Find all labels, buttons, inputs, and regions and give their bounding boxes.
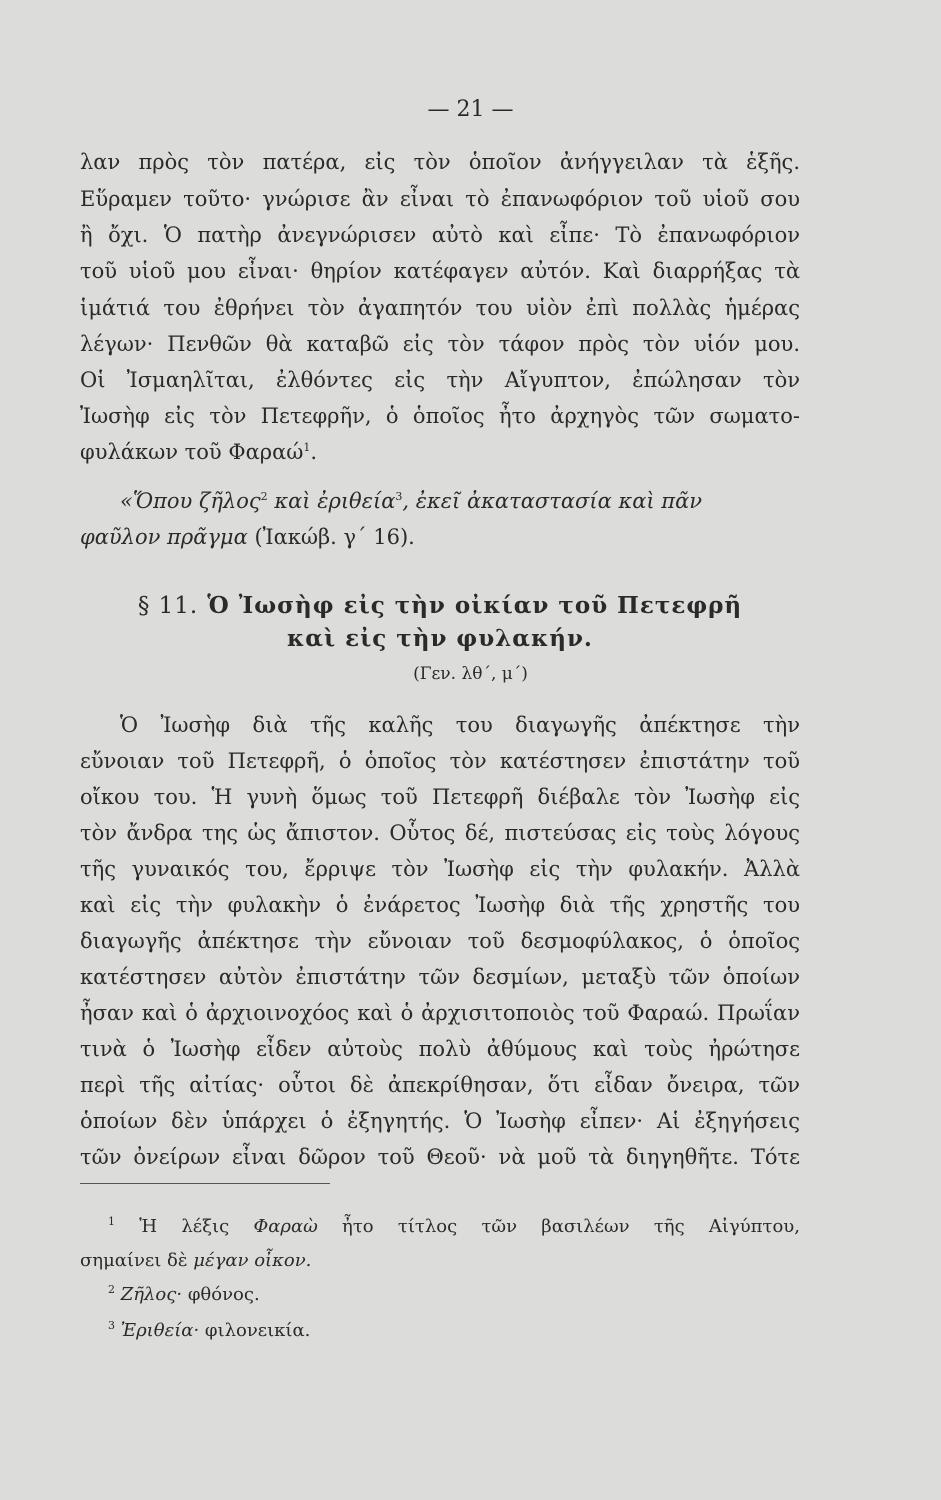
section-heading	[80, 590, 800, 622]
quote-line	[80, 522, 800, 552]
text-line: τοῦ υἱοῦ μου εἶναι· θηρίον κατέφαγεν αὐτόν. Καὶ διαρρήξας τὰ	[80, 259, 800, 283]
footnote-1-cont	[80, 1246, 800, 1276]
quote-line	[120, 486, 800, 516]
footnote-divider	[80, 1183, 330, 1184]
section-heading-cont: καὶ εἰς τὴν φυλακήν.	[287, 625, 593, 652]
quote-fragment: φαῦλον πρᾶγμα	[80, 525, 248, 549]
text-line: Ὁ Ἰωσὴφ διὰ τῆς καλῆς του διαγωγῆς ἀπέκτησε τὴν	[120, 713, 800, 737]
text-line: κατέστησεν αὐτὸν ἐπιστάτην τῶν δεσμίων, μεταξὺ τῶν ὁποίων	[80, 965, 800, 989]
quote-fragment: καὶ ἐριθεία	[274, 489, 396, 513]
footnote-text: φιλονεικία.	[204, 1320, 311, 1341]
text-line: Ἰωσὴφ εἰς τὸν Πετεφρῆν, ὁ ὁποῖος ἦτο ἀρχηγὸς τῶν σωματο-	[80, 404, 800, 428]
footnote-text: ἦτο τίτλος τῶν βασιλέων τῆς Αἰγύπτου,	[342, 1216, 800, 1237]
text-line: Εὕραμεν τοῦτο· γνώρισε ἂν εἶναι τὸ ἐπανωφόριον τοῦ υἱοῦ σου	[80, 187, 800, 211]
footnote-text: μέγαν οἶκον.	[193, 1250, 312, 1271]
text-line: τῶν ὀνείρων εἶναι δῶρον τοῦ Θεοῦ· νὰ μοῦ τὰ διηγηθῆτε. Τότε	[80, 1145, 800, 1169]
page-number: — 21 —	[427, 97, 514, 122]
footnote-marker: 2	[260, 490, 268, 503]
footnote-text: Φαραὼ	[253, 1216, 318, 1237]
text-line: Οἱ Ἰσμαηλῖται, ἐλθόντες εἰς τὴν Αἴγυπτον, ἐπώλησαν τὸν	[80, 368, 800, 392]
footnote-1	[108, 1212, 800, 1242]
footnote-marker: 2	[108, 1283, 115, 1296]
quote-fragment: «Ὅπου ζῆλος	[120, 489, 261, 513]
quote-reference: (Ἰακώβ. γ΄ 16).	[254, 525, 415, 549]
text-line: καὶ εἰς τὴν φυλακὴν ὁ ἐνάρετος Ἰωσὴφ διὰ τῆς χρηστῆς του	[80, 893, 800, 917]
text-line: λαν πρὸς τὸν πατέρα, εἰς τὸν ὁποῖον ἀνήγγειλαν τὰ ἑξῆς.	[80, 150, 800, 174]
text-line: τινὰ ὁ Ἰωσὴφ εἶδεν αὐτοὺς πολὺ ἀθύμους καὶ τοὺς ἠρώτησε	[80, 1037, 800, 1061]
text-line: ἦσαν καὶ ὁ ἀρχιοινοχόος καὶ ὁ ἀρχισιτοποιὸς τοῦ Φαραώ. Πρωΐαν	[80, 1001, 800, 1025]
footnote-text: Ἡ λέξις	[139, 1216, 230, 1237]
footnote-marker: 1	[303, 441, 311, 454]
footnote-3	[108, 1316, 828, 1346]
footnote-marker: 1	[108, 1215, 115, 1228]
footnote-text: φθόνος.	[187, 1284, 260, 1305]
quote-fragment: , ἐκεῖ ἀκαταστασία καὶ πᾶν	[402, 489, 703, 513]
text-fragment: φυλάκων τοῦ Φαραώ	[80, 440, 304, 464]
text-line: ἢ ὄχι. Ὁ πατὴρ ἀνεγνώρισεν αὐτὸ καὶ εἶπε· Τὸ ἐπανωφόριον	[80, 223, 800, 247]
section-title: Ὁ Ἰωσὴφ εἰς τὴν οἰκίαν τοῦ Πετεφρῆ	[207, 592, 743, 619]
text-line: τῆς γυναικός του, ἔρριψε τὸν Ἰωσὴφ εἰς τὴν φυλακήν. Ἀλλὰ	[80, 857, 800, 881]
footnote-text: Ἐριθεία·	[120, 1320, 200, 1341]
footnote-text: σημαίνει δὲ	[80, 1250, 188, 1271]
footnote-text: Ζῆλος·	[120, 1284, 183, 1305]
footnote-marker: 3	[395, 490, 403, 503]
text-line: φυλάκων τοῦ Φαραώ$^1$.	[80, 440, 318, 464]
text-line: τὸν ἄνδρα της ὡς ἄπιστον. Οὗτος δέ, πιστεύσας εἰς τοὺς λόγους	[80, 821, 800, 845]
footnote-marker: 3	[108, 1319, 115, 1332]
section-reference: (Γεν. λθ΄, μ΄)	[413, 664, 528, 684]
text-line: ἱμάτιά του ἐθρήνει τὸν ἀγαπητόν του υἱὸν ἐπὶ πολλὰς ἡμέρας	[80, 296, 800, 320]
text-line: ὁποίων δὲν ὑπάρχει ὁ ἐξηγητής. Ὁ Ἰωσὴφ εἶπεν· Αἱ ἐξηγήσεις	[80, 1109, 800, 1133]
section-number: § 11.	[137, 593, 199, 619]
text-line: διαγωγῆς ἀπέκτησε τὴν εὔνοιαν τοῦ δεσμοφύλακος, ὁ ὁποῖος	[80, 929, 800, 953]
footnote-2	[108, 1280, 828, 1310]
text-line: εὔνοιαν τοῦ Πετεφρῆ, ὁ ὁποῖος τὸν κατέστησεν ἐπιστάτην τοῦ	[80, 749, 800, 773]
text-line: οἴκου του. Ἡ γυνὴ ὅμως τοῦ Πετεφρῆ διέβαλε τὸν Ἰωσὴφ εἰς	[80, 785, 800, 809]
text-line: λέγων· Πενθῶν θὰ καταβῶ εἰς τὸν τάφον πρὸς τὸν υἱόν μου.	[80, 332, 800, 356]
text-line: περὶ τῆς αἰτίας· οὗτοι δὲ ἀπεκρίθησαν, ὅτι εἶδαν ὄνειρα, τῶν	[80, 1073, 800, 1097]
